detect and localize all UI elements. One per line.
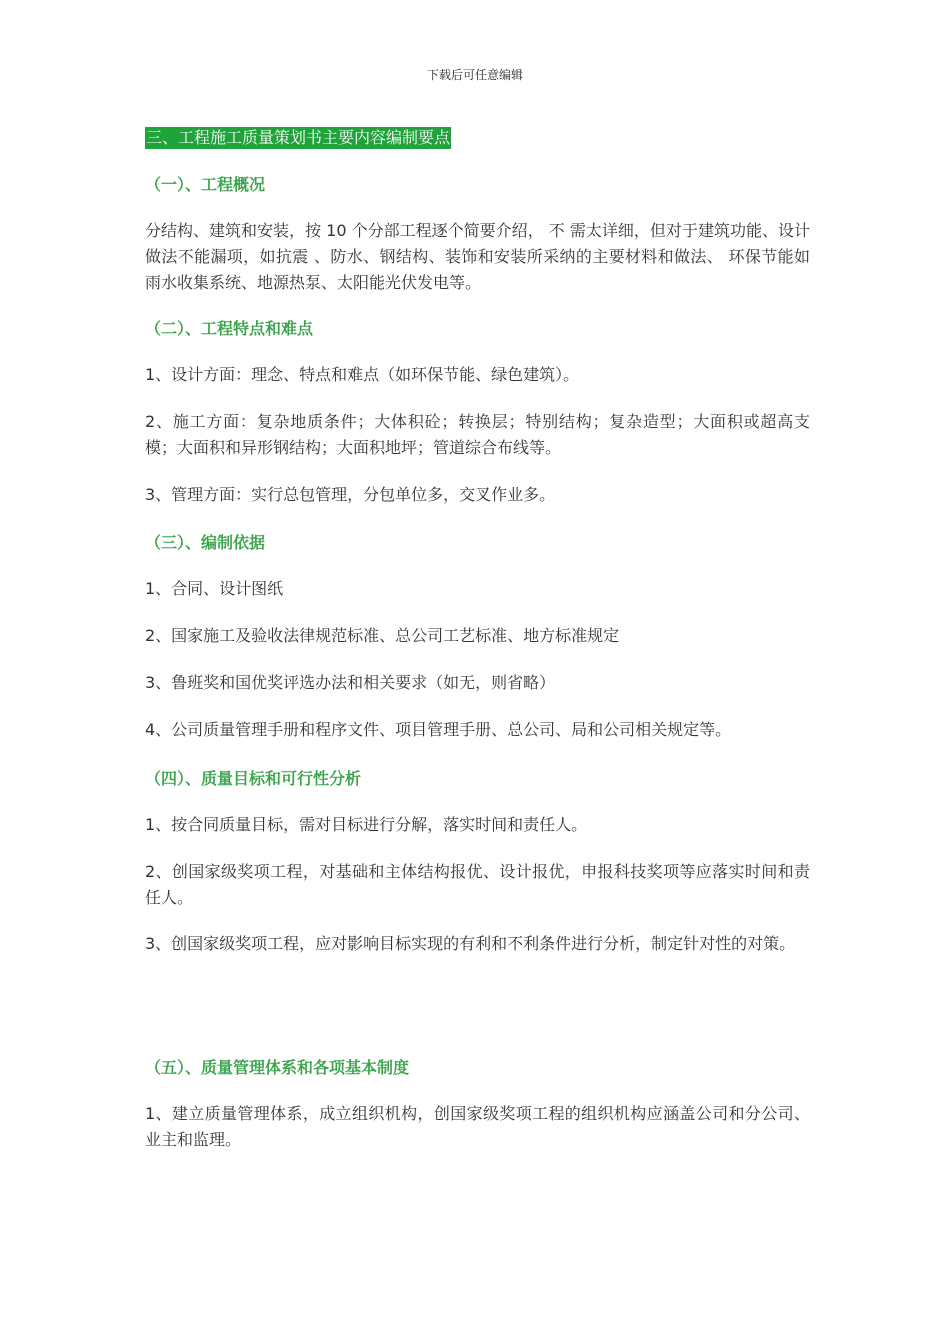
paragraph-goals-2: 2、创国家级奖项工程，对基础和主体结构报优、设计报优，申报科技奖项等应落实时间和责任人。: [145, 862, 810, 907]
paragraph-features-3: 3、管理方面：实行总包管理，分包单位多，交叉作业多。: [145, 485, 556, 504]
page-header: 下载后可任意编辑: [426, 68, 523, 82]
section-title-overview: （一）、工程概况: [145, 175, 266, 194]
paragraph-basis-4: 4、公司质量管理手册和程序文件、项目管理手册、总公司、局和公司相关规定等。: [145, 720, 732, 739]
paragraph-features-1: 1、设计方面：理念、特点和难点（如环保节能、绿色建筑）。: [145, 365, 580, 384]
section-title-goals: （四）、质量目标和可行性分析: [145, 769, 362, 788]
section-title-management: （五）、质量管理体系和各项基本制度: [145, 1058, 410, 1077]
section-title-features: （二）、工程特点和难点: [145, 319, 314, 338]
paragraph-management-1: 1、建立质量管理体系，成立组织机构，创国家级奖项工程的组织机构应涵盖公司和分公司、业主和监理。: [145, 1104, 810, 1149]
paragraph-features-2: 2、施工方面：复杂地质条件；大体积砼；转换层；特别结构；复杂造型；大面积或超高支模；大面积和异形钢结构；大面积地坪；管道综合布线等。: [145, 412, 810, 457]
paragraph-goals-3: 3、创国家级奖项工程，应对影响目标实现的有利和不利条件进行分析，制定针对性的对策。: [145, 934, 796, 953]
paragraph-overview: 分结构、建筑和安装，按 10 个分部工程逐个简要介绍， 不 需太详细，但对于建筑功能、设计做法不能漏项，如抗震 、防水、钢结构、装饰和安装所采纳的主要材料和做法、 环保节能如雨水收集系统、地源热泵、太阳能光伏发电等。: [145, 221, 810, 292]
main-title: 三、工程施工质量策划书主要内容编制要点: [146, 128, 451, 147]
paragraph-basis-3: 3、鲁班奖和国优奖评选办法和相关要求（如无，则省略）: [145, 673, 556, 692]
section-title-basis: （三）、编制依据: [145, 533, 266, 552]
paragraph-basis-1: 1、合同、设计图纸: [145, 579, 284, 598]
paragraph-basis-2: 2、国家施工及验收法律规范标准、总公司工艺标准、地方标准规定: [145, 626, 620, 645]
paragraph-goals-1: 1、按合同质量目标，需对目标进行分解，落实时间和责任人。: [145, 815, 588, 834]
